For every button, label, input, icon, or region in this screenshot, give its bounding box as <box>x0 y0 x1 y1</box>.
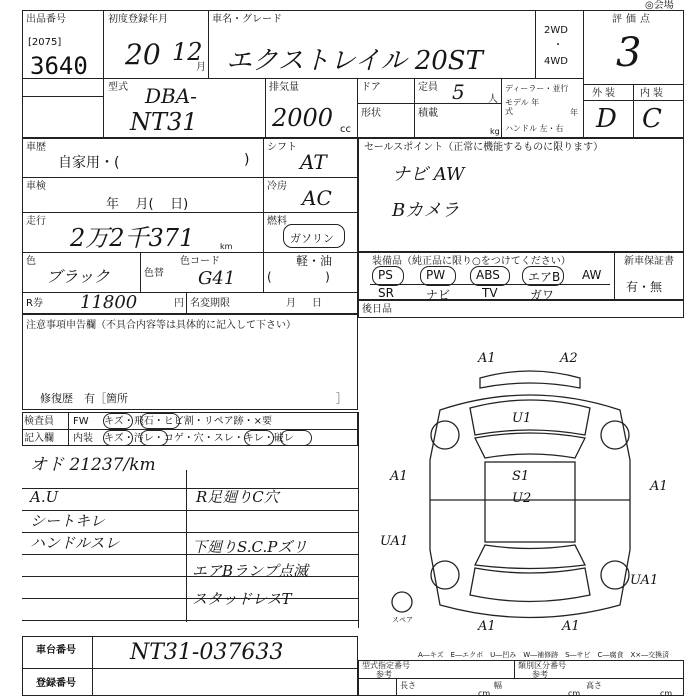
exterior-label: 外装 <box>592 88 618 99</box>
equip-abs: ABS <box>476 268 500 282</box>
model-label: 型式 <box>108 82 128 93</box>
mark-u2: U2 <box>512 491 532 506</box>
fw-items: キズ・飛石・ヒビ割・リペア跡・×要 <box>104 416 272 427</box>
front-bumper <box>480 371 580 388</box>
inspection-value: 年 月( 日) <box>106 197 189 212</box>
length-unit: cm <box>478 689 491 698</box>
mark-ua1-right: UA1 <box>630 573 659 588</box>
inspection-label: 車検 <box>26 181 46 192</box>
notes-label: 注意事項申告欄（不具合内容等は具体的に記入して下さい） <box>26 320 296 331</box>
repair-history-close: ］ <box>336 392 347 405</box>
model-year-label: モデル 年式 <box>505 98 540 116</box>
sales-point-2: Bカメラ <box>392 200 460 221</box>
door-label: ドア <box>361 82 381 93</box>
name-change-label: 名変期限 <box>190 298 230 309</box>
equip-aw: AW <box>582 268 602 282</box>
shift-value: AT <box>300 150 327 174</box>
capacity-value: 5 <box>452 80 465 104</box>
note-odometer: オド 21237/km <box>30 455 156 475</box>
recycle-value: 11800 <box>80 292 138 313</box>
equipment-label: 装備品（純正品に限り○をつけてください） <box>372 256 571 267</box>
mark-s1: S1 <box>512 469 530 484</box>
score-value: 3 <box>616 30 642 76</box>
trunk <box>470 568 590 602</box>
fuel-label: 燃料 <box>267 216 287 227</box>
circle-chip <box>140 413 180 429</box>
sales-points-label: セールスポイント（正常に機能するものに限ります） <box>364 142 604 153</box>
sales-points-box <box>358 138 684 252</box>
venue-mark: ◎会場 <box>645 0 674 11</box>
interior-label: 内装 <box>640 88 666 99</box>
mark-ua1-left: UA1 <box>380 534 409 549</box>
first-registration-label: 初度登録年月 <box>108 14 168 25</box>
after-items-box <box>358 300 684 318</box>
windshield <box>475 433 585 458</box>
capacity-label: 定員 <box>418 82 438 93</box>
circle-scratch-int <box>103 430 133 446</box>
reference-2: 参考 <box>532 670 548 679</box>
mark-a2-front: A2 <box>560 351 578 366</box>
lot-number-label: 出品番号 <box>26 14 66 25</box>
registration-label: 登録番号 <box>36 678 76 689</box>
note-5: 下廻りS.C.Pズリ <box>192 538 308 556</box>
yen-unit: 円 <box>174 298 184 309</box>
fw-label: FW <box>73 416 89 427</box>
mileage-value: 2万2千371 <box>70 224 195 252</box>
ac-value: AC <box>302 186 332 210</box>
drive-dot: ・ <box>553 40 563 51</box>
score-label: 評価点 <box>612 14 654 25</box>
fuel-selected-circle <box>283 224 345 248</box>
width-label: 幅 <box>494 681 502 690</box>
circle-ps <box>372 266 404 286</box>
history-label: 車歴 <box>26 142 46 153</box>
record-interior-label: 内装 <box>73 433 93 444</box>
mark-a1-rear-left: A1 <box>478 619 496 634</box>
handle-label: ハンドル 左・右 <box>505 124 564 133</box>
interior-grade: C <box>642 104 662 134</box>
ac-label: 冷房 <box>267 181 287 192</box>
color-code-label: 色コード <box>180 256 220 267</box>
note-6: エアBランプ点滅 <box>192 562 309 580</box>
car-name: エクストレイル 20ST <box>226 46 483 76</box>
mileage-label: 走行 <box>26 216 46 227</box>
circle-scratch-fw <box>103 413 133 429</box>
sales-point-1: ナビ AW <box>392 164 465 185</box>
color-value: ブラック <box>46 267 110 286</box>
mark-u1: U1 <box>512 411 532 426</box>
exterior-grade: D <box>596 104 617 134</box>
mark-a1-left: A1 <box>390 469 408 484</box>
inspector-label: 検査員 <box>24 416 54 427</box>
displacement-value: 2000 <box>272 104 334 132</box>
recycle-label: R券 <box>26 298 43 309</box>
record-label: 記入欄 <box>24 433 54 444</box>
mark-a1-rear-right: A1 <box>562 619 580 634</box>
displacement-label: 排気量 <box>269 82 299 93</box>
note-7: スタッドレスT <box>192 590 292 608</box>
height-unit: cm <box>660 689 673 698</box>
lot-number: 3640 <box>30 52 88 80</box>
circle-abs <box>470 266 510 286</box>
km-unit: km <box>220 242 233 251</box>
drive-2wd: 2WD <box>544 25 568 36</box>
reference-1: 参考 <box>376 670 392 679</box>
height-label: 高さ <box>586 681 602 690</box>
mark-a1-right: A1 <box>650 479 668 494</box>
kg-unit: kg <box>490 127 500 136</box>
capacity-unit: 人 <box>488 94 498 105</box>
note-4: R足廻りC穴 <box>196 488 279 506</box>
note-3: ハンドルスレ <box>30 534 120 552</box>
class-number-label: 類別区分番号 <box>518 661 566 670</box>
year-unit: 年 <box>570 108 578 117</box>
cert-number-label: 型式指定番号 <box>362 661 410 670</box>
chassis-number: NT31-037633 <box>130 640 284 665</box>
repair-history-label: 修復歴 有［箇所 <box>40 392 128 405</box>
circle-dirt <box>140 430 168 446</box>
spare-tire <box>392 592 412 612</box>
lot-sub-number: [2075] <box>28 37 62 48</box>
after-items-label: 後日品 <box>362 304 392 315</box>
equip-airbag: エアB <box>528 270 561 284</box>
fuel-paren: ( ) <box>267 270 330 284</box>
equip-navi: ナビ <box>426 288 451 302</box>
first-registration-year: 20 <box>125 38 161 71</box>
fuel-option-gasoline: ガソリン <box>290 232 334 245</box>
equip-tv: TV <box>482 286 498 300</box>
use-close: ) <box>244 152 250 168</box>
shift-label: シフト <box>267 142 297 153</box>
circle-pw <box>420 266 456 286</box>
length-label: 長さ <box>400 681 416 690</box>
circle-airbag <box>522 266 564 286</box>
spare-label: スペア <box>392 616 413 624</box>
month-unit: 月 <box>196 62 206 73</box>
warranty-value: 有・無 <box>626 280 663 294</box>
shape-label: 形状 <box>361 108 381 119</box>
chassis-label: 車台番号 <box>36 645 76 656</box>
name-change-value: 月 日 <box>286 298 322 309</box>
dealer-label: ディーラー・並行 <box>505 84 569 93</box>
body-outline <box>430 395 630 618</box>
cc-unit: cc <box>340 124 351 135</box>
equip-sr: SR <box>378 286 394 300</box>
equip-ps: PS <box>378 268 393 282</box>
damage-legend: A―キズ E―エクボ U―凹み W―補修跡 S―サビ C―腐食 X×―交換済 <box>418 651 670 659</box>
car-damage-diagram <box>380 340 680 640</box>
width-unit: cm <box>568 689 581 698</box>
fuel-option-light-oil: 軽・油 <box>296 254 333 268</box>
drive-4wd: 4WD <box>544 56 568 67</box>
color-change-label: 色替 <box>144 268 164 279</box>
equip-gawa: ガワ <box>530 288 555 302</box>
rear-window <box>475 545 585 569</box>
note-2: シートキレ <box>30 512 105 530</box>
circle-wear <box>244 430 274 446</box>
use-type: 自家用・( <box>58 155 120 171</box>
equip-pw: PW <box>426 268 446 282</box>
color-code-value: G41 <box>198 268 236 289</box>
warranty-label: 新車保証書 <box>624 256 674 267</box>
circle-cut <box>280 430 312 446</box>
note-1: A.U <box>30 488 59 506</box>
first-registration-month: 12 <box>172 38 203 66</box>
color-label: 色 <box>26 256 36 267</box>
mark-a1-front: A1 <box>478 351 496 366</box>
load-label: 積載 <box>418 108 438 119</box>
record-interior-items: キズ・汚レ・コゲ・穴・スレ・キレ・破レ <box>104 433 294 444</box>
model-code: NT31 <box>130 108 198 136</box>
car-name-label: 車名・グレード <box>212 14 282 25</box>
model-prefix: DBA- <box>145 84 197 108</box>
